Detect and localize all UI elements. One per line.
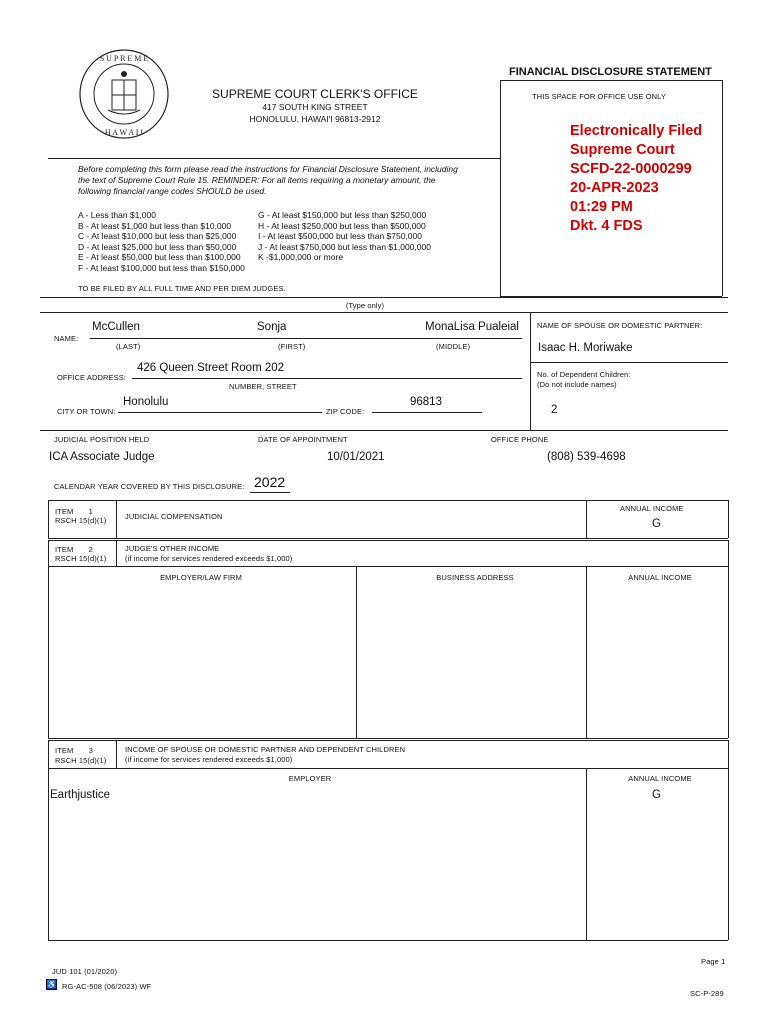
- name-label: NAME:: [54, 334, 79, 343]
- item2-address-col: BUSINESS ADDRESS: [436, 573, 514, 582]
- office-use-label: THIS SPACE FOR OFFICE USE ONLY: [532, 92, 666, 101]
- first-name-value[interactable]: Sonja: [257, 321, 287, 333]
- item3-employer-col: EMPLOYER: [288, 774, 332, 783]
- item1-number: ITEM 1: [55, 507, 93, 516]
- stamp-line: SCFD-22-0000299: [570, 161, 692, 177]
- address-line1: 417 SOUTH KING STREET: [262, 102, 368, 112]
- item1-title: JUDICIAL COMPENSATION: [125, 512, 223, 521]
- calendar-year-value[interactable]: 2022: [254, 474, 286, 490]
- page-number: Page 1: [701, 957, 726, 966]
- range-code: I - At least $500,000 but less than $750,000: [258, 231, 422, 242]
- court-seal-icon: [78, 48, 170, 140]
- item3-income-col: ANNUAL INCOME: [628, 774, 692, 783]
- appointment-date-label: DATE OF APPOINTMENT: [258, 435, 348, 444]
- stamp-line: Supreme Court: [570, 142, 675, 158]
- range-code: A - Less than $1,000: [78, 210, 156, 220]
- office-address-label: OFFICE ADDRESS:: [57, 373, 127, 382]
- range-code: C - At least $10,000 but less than $25,000: [78, 231, 237, 242]
- last-name-value[interactable]: McCullen: [92, 321, 140, 333]
- office-name: SUPREME COURT CLERK'S OFFICE: [212, 87, 418, 101]
- item2-title: JUDGE'S OTHER INCOME: [125, 544, 220, 553]
- office-phone-value[interactable]: (808) 539-4698: [547, 451, 626, 463]
- item3-rule: RSCH 15(d)(1): [55, 756, 107, 765]
- item1-rule: RSCH 15(d)(1): [55, 516, 107, 525]
- instructions-text: Before completing this form please read the instructions for Financial Disclosure Statement, including the text of Supreme Court Rule 15. REMINDER: For all items requiring a monetary amount, the following financial range codes SHOULD be used.: [78, 164, 458, 196]
- position-label: JUDICIAL POSITION HELD: [54, 435, 150, 444]
- range-code: F - At least $100,000 but less than $150,000: [78, 262, 245, 273]
- rg-form-number: RG-AC-508 (06/2023) WF: [62, 982, 152, 991]
- dependents-note: (Do not include names): [537, 380, 617, 389]
- svg-text:S U P R E M E: S U P R E M E: [99, 54, 149, 63]
- scp-number: SC-P-289: [690, 989, 724, 998]
- accessibility-icon: ♿: [46, 980, 57, 989]
- stamp-line: 20-APR-2023: [570, 180, 659, 196]
- appointment-date-value[interactable]: 10/01/2021: [327, 451, 385, 463]
- range-code: G - At least $150,000 but less than $250,000: [258, 210, 427, 220]
- item3-title: INCOME OF SPOUSE OR DOMESTIC PARTNER AND DEPENDENT CHILDREN: [125, 745, 406, 754]
- range-code: B - At least $1,000 but less than $10,000: [78, 220, 232, 231]
- item2-number: ITEM 2: [55, 545, 93, 554]
- range-code: K -$1,000,000 or more: [258, 252, 344, 263]
- first-name-label: (FIRST): [278, 342, 306, 351]
- item3-subtitle: (if income for services rendered exceeds $1,000): [125, 755, 293, 764]
- range-code: D - At least $25,000 but less than $50,000: [78, 241, 237, 252]
- street-label: NUMBER, STREET: [229, 382, 297, 391]
- stamp-line: 01:29 PM: [570, 199, 633, 215]
- item2-employer-col: EMPLOYER/LAW FIRM: [160, 573, 242, 582]
- item2-rule: RSCH 15(d)(1): [55, 554, 107, 563]
- spouse-label: NAME OF SPOUSE OR DOMESTIC PARTNER:: [537, 321, 703, 330]
- item3-income-value[interactable]: G: [652, 789, 661, 801]
- spouse-name-value[interactable]: Isaac H. Moriwake: [538, 342, 633, 354]
- middle-name-value[interactable]: MonaLisa Pualeial: [425, 321, 519, 333]
- item1-income-label: ANNUAL INCOME: [620, 504, 684, 513]
- address-line2: HONOLULU, HAWAI'I 96813-2912: [249, 114, 381, 124]
- office-phone-label: OFFICE PHONE: [491, 435, 549, 444]
- calendar-year-label: CALENDAR YEAR COVERED BY THIS DISCLOSURE:: [54, 482, 245, 491]
- range-code: H - At least $250,000 but less than $500,000: [258, 220, 426, 231]
- city-value[interactable]: Honolulu: [123, 396, 169, 408]
- last-name-label: (LAST): [116, 342, 141, 351]
- svg-text:H A W A I I: H A W A I I: [104, 128, 144, 137]
- city-label: CITY OR TOWN:: [57, 407, 116, 416]
- item2-subtitle: (if income for services rendered exceeds $1,000): [125, 554, 293, 563]
- stamp-line: Electronically Filed: [570, 123, 703, 139]
- zip-value[interactable]: 96813: [410, 396, 442, 408]
- dependents-value[interactable]: 2: [551, 404, 558, 416]
- filed-by-note: TO BE FILED BY ALL FULL TIME AND PER DIEM JUDGES.: [78, 284, 286, 293]
- item3-number: ITEM 3: [55, 746, 93, 755]
- type-only-label: (Type only): [345, 301, 385, 310]
- zip-label: ZIP CODE:: [326, 407, 365, 416]
- stamp-line: Dkt. 4 FDS: [570, 218, 643, 234]
- range-codes-left: [78, 210, 245, 274]
- range-code: J - At least $750,000 but less than $1,000,000: [258, 241, 431, 252]
- form-number: JUD 101 (01/2020): [52, 967, 118, 976]
- item3-employer-value[interactable]: Earthjustice: [50, 789, 111, 801]
- filing-stamp: [570, 122, 702, 236]
- form-title: FINANCIAL DISCLOSURE STATEMENT: [509, 66, 712, 78]
- item1-income-value[interactable]: G: [652, 518, 661, 530]
- range-code: E - At least $50,000 but less than $100,000: [78, 252, 241, 263]
- dependents-label: No. of Dependent Children:: [537, 370, 631, 379]
- range-codes-right: [258, 210, 431, 263]
- middle-name-label: (MIDDLE): [436, 342, 471, 351]
- item2-income-col: ANNUAL INCOME: [628, 573, 692, 582]
- position-value[interactable]: ICA Associate Judge: [49, 451, 155, 463]
- street-value[interactable]: 426 Queen Street Room 202: [137, 362, 285, 374]
